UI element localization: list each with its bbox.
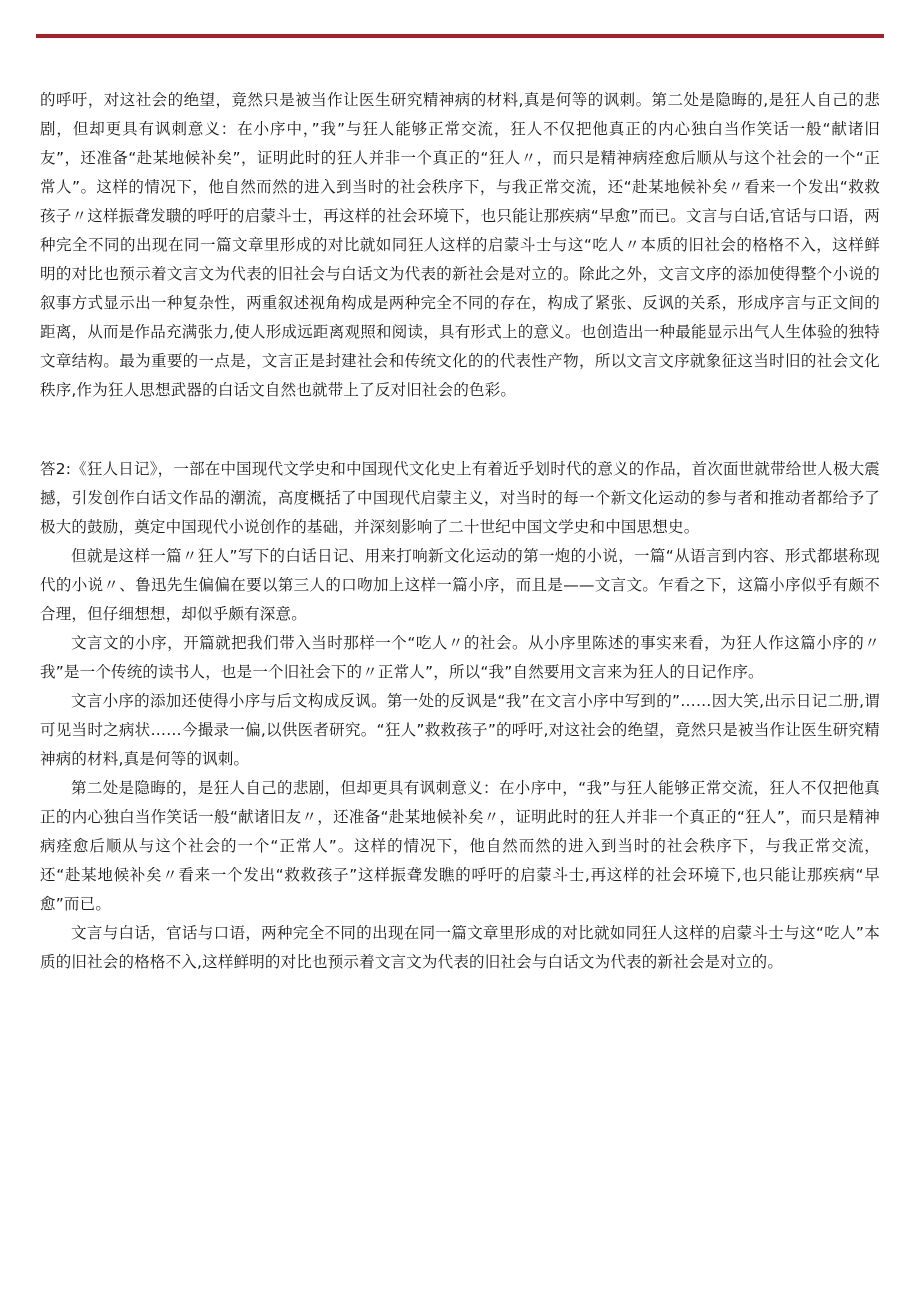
paragraph: 文言与白话，官话与口语，两种完全不同的出现在同一篇文章里形成的对比就如同狂人这样的启蒙斗士与这“吃人”本质的旧社会的格格不入,这样鲜明的对比也预示着文言文为代表的旧社会与白话文为代表的新社会是对立的。 [40, 924, 880, 971]
answer-paragraph: 答2:《狂人日记》，一部在中国现代文学史和中国现代文化史上有着近乎划时代的意义的作品，首次面世就带给世人极大震撼，引发创作白话文作品的潮流，高度概括了中国现代启蒙主义，对当时的每一个新文化运动的参与者和推动者都给予了极大的鼓励，奠定中国现代小说创作的基础，并深刻影响了二十世纪中国文学史和中国思想史。 [40, 460, 880, 536]
paragraph: 文言小序的添加还使得小序与后文构成反讽。第一处的反讽是“我”在文言小序中写到的”……因大笑,出示日记二册,谓可见当时之病状……今撮录一偏,以供医者研究。“狂人”救救孩子”的呼吁,对这社会的绝望，竟然只是被当作让医生研究精神病的材料,真是何等的讽刺。 [40, 692, 880, 768]
paragraph: 第二处是隐晦的，是狂人自己的悲剧，但却更具有讽刺意义：在小序中，“我”与狂人能够正常交流，狂人不仅把他真正的内心独白当作笑话一般“献诸旧友〃，还准备“赴某地候补矣〃，证明此时的狂人并非一个真正的“狂人”，而只是精神病痊愈后顺从与这个社会的一个“正常人”。这样的情况下，他自然而然的进入到当时的社会秩序下，与我正常交流，还“赴某地候补矣〃看来一个发出“救救孩子”这样振聋发瞧的呼吁的启蒙斗士,再这样的社会环境下,也只能让那疾病“早愈”而已。 [40, 779, 880, 913]
paragraph: 文言文的小序，开篇就把我们带入当时那样一个“吃人〃的社会。从小序里陈述的事实来看，为狂人作这篇小序的〃我”是一个传统的读书人，也是一个旧社会下的〃正常人”，所以“我”自然要用文言来为狂人的日记作序。 [40, 634, 880, 681]
section-gap [40, 405, 880, 455]
paragraph: 但就是这样一篇〃狂人”写下的白话日记、用来打响新文化运动的第一炮的小说，一篇“从语言到内容、形式都堪称现代的小说〃、鲁迅先生偏偏在要以第三人的口吻加上这样一篇小序，而且是——文言文。乍看之下，这篇小序似乎有颇不合理，但仔细想想，却似乎颇有深意。 [40, 547, 880, 623]
paragraph: 的呼吁，对这社会的绝望，竟然只是被当作让医生研究精神病的材料,真是何等的讽刺。第二处是隐晦的,是狂人自己的悲剧，但却更具有讽刺意义：在小序中，”我”与狂人能够正常交流，狂人不仅把他真正的内心独白当作笑话一般“献诸旧友”，还准备“赴某地候补矣”，证明此时的狂人并非一个真正的“狂人〃，而只是精神病痊愈后顺从与这个社会的一个“正常人”。这样的情况下，他自然而然的进入到当时的社会秩序下，与我正常交流，还“赴某地候补矣〃看来一个发出“救救孩子〃这样振聋发聩的呼吁的启蒙斗士，再这样的社会环境下，也只能让那疾病“早愈”而已。文言与白话,官话与口语，两种完全不同的出现在同一篇文章里形成的对比就如同狂人这样的启蒙斗士与这“吃人〃本质的旧社会的格格不入，这样鲜明的对比也预示着文言文为代表的旧社会与白话文为代表的新社会是对立的。除此之外，文言文序的添加使得整个小说的叙事方式显示出一种复杂性，两重叙述视角构成是两种完全不同的存在，构成了紧张、反讽的关系，形成序言与正文间的距离，从而是作品充满张力,使人形成远距离观照和阅读，具有形式上的意义。也创造出一种最能显示出气人生体验的独特文章结构。最为重要的一点是，文言正是封建社会和传统文化的的代表性产物，所以文言文序就象征这当时旧的社会文化秩序,作为狂人思想武器的白话文自然也就带上了反对旧社会的色彩。 [40, 91, 880, 399]
header-rule [36, 34, 884, 38]
document-body [40, 86, 880, 977]
